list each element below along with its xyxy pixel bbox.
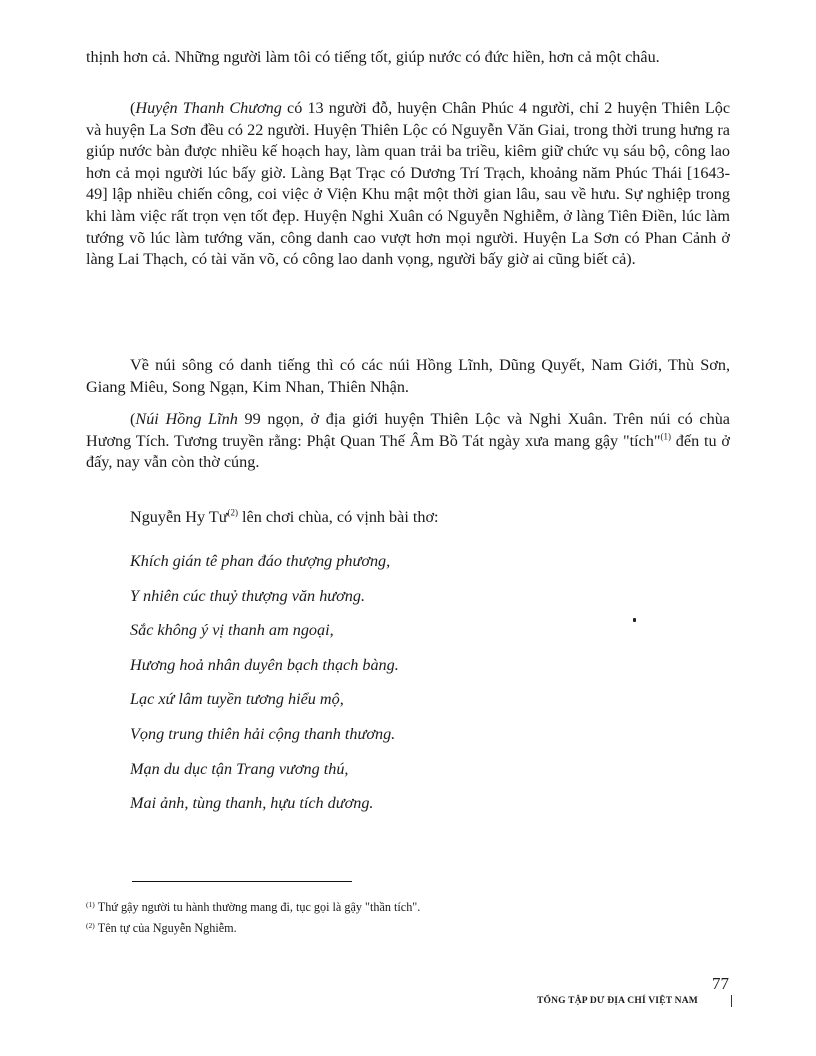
- paragraph-text-end: đến tu ở đấy, nay vẫn còn thờ cúng.: [86, 431, 730, 472]
- stray-mark: [633, 618, 636, 622]
- poem-line: Mai ảnh, tùng thanh, hựu tích dương.: [130, 794, 374, 813]
- poem-line: Y nhiên cúc thuỷ thượng văn hương.: [130, 586, 365, 605]
- intro-text: lên chơi chùa, có vịnh bài thơ:: [238, 508, 439, 526]
- poem-line: Hương hoả nhân duyên bạch thạch bàng.: [130, 655, 399, 674]
- page-number: 77: [712, 974, 729, 993]
- footnote-ref-1[interactable]: (1): [660, 431, 671, 442]
- paragraph-thanh-chuong: (Huyện Thanh Chương có 13 người đỗ, huyện Chân Phúc 4 người, chỉ 2 huyện Thiên Lộc và huyện La Sơn đều có 22 người. Huyện Thiên Lộc có Nguyễn Văn Giai, trong thời trung hưng ra giúp nước bàn được nhiều kế hoạch hay, làm quan trải ba triều, kiêm giữ chức vụ sáu bộ, công lao hơn cả mọi người lúc bấy giờ. Làng Bạt Trạc có Dương Trí Trạch, khoảng năm Phúc Thái [1643-49] lập nhiều chiến công, coi việc ở Viện Khu mật một thời gian lâu, sau về hưu. Sự nghiệp trong khi làm việc rất trọn vẹn tốt đẹp. Huyện Nghi Xuân có Nguyễn Nghiễm, ở làng Tiên Điền, lúc làm tướng võ lúc làm tướng văn, công danh cao vượt hơn mọi người. Huyện La Sơn có Phan Cảnh ở làng Lai Thạch, có tài văn võ, có công lao danh vọng, người bấy giờ ai cũng biết cả).: [86, 99, 731, 269]
- poem-line: Mạn du dục tận Trang vương thú,: [130, 759, 349, 778]
- footnote-mark: (2): [86, 921, 95, 930]
- italic-lead: Huyện Thanh Chương: [135, 99, 282, 117]
- paragraph-text: có 13 người đỗ, huyện Chân Phúc 4 người, chỉ 2 huyện Thiên Lộc và huyện La Sơn đều có 22 người. Huyện Thiên Lộc có Nguyễn Văn Giai, trong thời trung hưng ra giúp nước bàn được nhiều kế hoạch hay, làm quan trải ba triều, kiêm giữ chức vụ sáu bộ, công lao hơn cả mọi người lúc bấy giờ. Làng Bạt Trạc có Dương Trí Trạch, khoảng năm Phúc Thái [1643-49] lập nhiều chiến công, coi việc ở Viện Khu mật một thời gian lâu, sau về hưu. Sự nghiệp trong khi làm việc rất trọn vẹn tốt đẹp. Huyện Nghi Xuân có Nguyễn Nghiễm, ở làng Tiên Điền, lúc làm tướng võ lúc làm tướng văn, công danh cao vượt hơn mọi người. Huyện La Sơn có Phan Cảnh ở làng Lai Thạch, có tài văn võ, có công lao danh vọng, người bấy giờ ai cũng biết cả).: [86, 99, 731, 269]
- italic-lead: Núi Hồng Lĩnh: [135, 410, 238, 428]
- paragraph-continuation: thịnh hơn cả. Những người làm tôi có tiếng tốt, giúp nước có đức hiền, hơn cả một châu.: [86, 48, 660, 66]
- footnote-divider: [132, 881, 352, 882]
- footnote-ref-2[interactable]: (2): [227, 507, 238, 518]
- poem-line: Sắc không ý vị thanh am ngoại,: [130, 621, 334, 640]
- poet-name: Nguyễn Hy Tư: [130, 508, 228, 526]
- footnote-mark: (1): [86, 900, 95, 909]
- poem-line: Khích gián tê phan đáo thượng phương,: [130, 552, 391, 570]
- footnote-text: Thứ gậy người tu hành thường mang đi, tục gọi là gậy "thần tích".: [97, 900, 421, 914]
- running-title-bar: [731, 995, 732, 1007]
- footnote-text: Tên tự của Nguyễn Nghiễm.: [97, 921, 237, 935]
- poem: [130, 550, 399, 827]
- running-title: TỔNG TẬP DƯ ĐỊA CHÍ VIỆT NAM: [537, 996, 698, 1006]
- poem-intro: [130, 506, 439, 528]
- poem-line: Vọng trung thiên hải cộng thanh thương.: [130, 724, 396, 743]
- footnote-2: [86, 918, 237, 936]
- paragraph-mountains: Về núi sông có danh tiếng thì có các núi Hồng Lĩnh, Dũng Quyết, Nam Giới, Thù Sơn, Giang Miêu, Song Ngạn, Kim Nhan, Thiên Nhận.: [86, 356, 730, 396]
- footnote-1: [86, 897, 420, 915]
- paragraph-hong-linh: (Núi Hồng Lĩnh 99 ngọn, ở địa giới huyện Thiên Lộc và Nghi Xuân. Trên núi có chùa Hương Tích. Tương truyền rằng: Phật Quan Thế Âm Bồ Tát ngày xưa mang gậy "tích"$^{(1)}$ đến tu ở đấy, nay vẫn còn thờ cúng.: [86, 410, 730, 472]
- poem-line: Lạc xứ lâm tuyền tương hiểu mộ,: [130, 690, 344, 709]
- paragraph-text: 99 ngọn, ở địa giới huyện Thiên Lộc và Nghi Xuân. Trên núi có chùa Hương Tích. Tương truyền rằng: Phật Quan Thế Âm Bồ Tát ngày xưa mang gậy "tích": [86, 410, 730, 450]
